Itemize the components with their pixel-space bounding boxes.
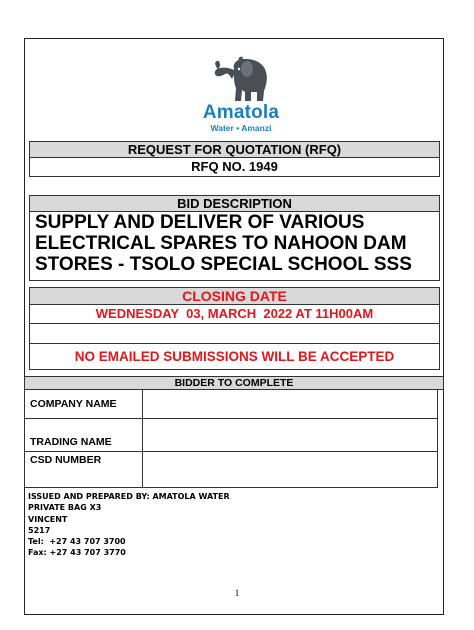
issued-line: Fax: +27 43 707 3770 bbox=[28, 548, 126, 558]
issued-line: Tel: +27 43 707 3700 bbox=[28, 537, 126, 547]
bid-description-heading: BID DESCRIPTION bbox=[29, 195, 440, 212]
table-row bbox=[25, 390, 438, 419]
closing-date-heading: CLOSING DATE bbox=[29, 287, 440, 305]
page-number: 1 bbox=[234, 588, 240, 598]
issued-line: PRIVATE BAG X3 bbox=[28, 503, 102, 513]
bid-description-line: ELECTRICAL SPARES TO NAHOON DAM bbox=[35, 233, 407, 254]
table-row bbox=[25, 419, 438, 452]
issued-by-block bbox=[28, 491, 230, 559]
logo-tagline: Water • Amanzi bbox=[210, 123, 272, 133]
closing-date: WEDNESDAY 03, MARCH 2022 AT 11H00AM bbox=[29, 304, 440, 324]
bidder-heading: BIDDER TO COMPLETE bbox=[24, 376, 444, 390]
csd-number-label: CSD NUMBER bbox=[25, 452, 143, 488]
blank-row bbox=[29, 323, 440, 344]
bidder-table bbox=[24, 389, 438, 488]
bid-description bbox=[29, 211, 440, 281]
elephant-icon bbox=[196, 55, 286, 103]
table-row bbox=[25, 452, 438, 488]
issued-line: VINCENT bbox=[28, 514, 68, 524]
csd-number-field[interactable] bbox=[143, 452, 438, 488]
rfq-heading: REQUEST FOR QUOTATION (RFQ) bbox=[29, 141, 440, 158]
trading-name-field[interactable] bbox=[143, 419, 438, 452]
trading-name-label: TRADING NAME bbox=[25, 419, 143, 452]
bid-description-line: SUPPLY AND DELIVER OF VARIOUS bbox=[35, 212, 365, 233]
company-name-field[interactable] bbox=[143, 390, 438, 419]
issued-line: ISSUED AND PREPARED BY: AMATOLA WATER bbox=[28, 492, 230, 501]
no-email-notice: NO EMAILED SUBMISSIONS WILL BE ACCEPTED bbox=[29, 343, 440, 370]
amatola-logo bbox=[196, 55, 286, 143]
company-name-label: COMPANY NAME bbox=[25, 390, 143, 419]
issued-line: 5217 bbox=[28, 525, 51, 535]
rfq-number: RFQ NO. 1949 bbox=[29, 157, 440, 177]
bid-description-line: STORES - TSOLO SPECIAL SCHOOL SSS bbox=[35, 254, 412, 275]
logo-name: Amatola bbox=[202, 102, 280, 123]
